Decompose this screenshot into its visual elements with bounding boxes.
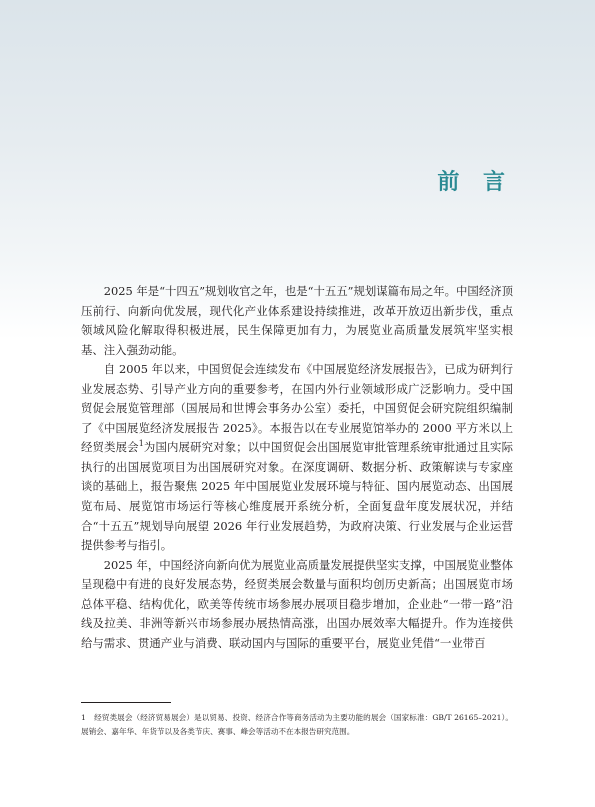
paragraph-2-part-b: 为国内展研究对象；以中国贸促会出国展览审批管理系统审批通过且实际执行的出国展览项目为出国展研究对象。在深度调研、数据分析、政策解读与专家座谈的基础上，报告聚焦 2025 年中国展览业发展环境与特征、国内展览动态、出国展览布局、展览馆市场运行等核心维度展开系统分析，全面复盘年度发展状况，并结合“十五五”规划导向展望 2026 年行业发展趋势，为政府决策、行业发展与企业运营提供参考与指引。 [81, 440, 513, 553]
paragraph-1: 2025 年是“十四五”规划收官之年，也是“十五五”规划谋篇布局之年。中国经济顶压前行、向新向优发展，现代化产业体系建设持续推进，改革开放迈出新步伐，重点领域风险化解取得积极进展，民生保障更加有力，为展览业高质量发展筑牢坚实根基、注入强劲动能。 [81, 284, 513, 357]
footnote-text: 经贸类展会（经济贸易展会）是以贸易、投资、经济合作等商务活动为主要功能的展会（国家标准：GB/T 26165–2021）。展销会、嘉年华、年货节以及各类节庆、赛事、峰会等活动不在本报告研究范围。 [81, 713, 513, 736]
footnote-number: 1 [81, 713, 86, 722]
paragraph-3: 2025 年，中国经济向新向优为展览业高质量发展提供坚实支撑，中国展览业整体呈现稳中有进的良好发展态势，经贸类展会数量与面积均创历史新高；出国展览市场总体平稳、结构优化，欧美等传统市场参展办展项目稳步增加，企业赴“一带一路”沿线及拉美、非洲等新兴市场参展办展热情高涨，出国办展效率大幅提升。作为连接供给与需求、贯通产业与消费、联动国内与国际的重要平台，展览业凭借“一业带百 [81, 557, 513, 650]
footnote-reference: 1 [138, 439, 144, 449]
paragraph-2-part-a: 自 2005 年以来，中国贸促会连续发布《中国展览经济发展报告》，已成为研判行业发展态势、引导产业方向的重要参考，在国内外行业领域形成广泛影响力。受中国贸促会展览管理部（国展局和世博会事务办公室）委托，中国贸促会研究院组织编制了《中国展览经济发展报告 2025》。本报告以在专业展览馆举办的 2000 平方米以上经贸类展会 [81, 362, 513, 455]
footnote [81, 711, 513, 739]
paragraph-2 [81, 360, 513, 555]
footnote-divider [81, 702, 171, 703]
body-text [81, 282, 513, 653]
page-title: 前 言 [437, 170, 513, 195]
